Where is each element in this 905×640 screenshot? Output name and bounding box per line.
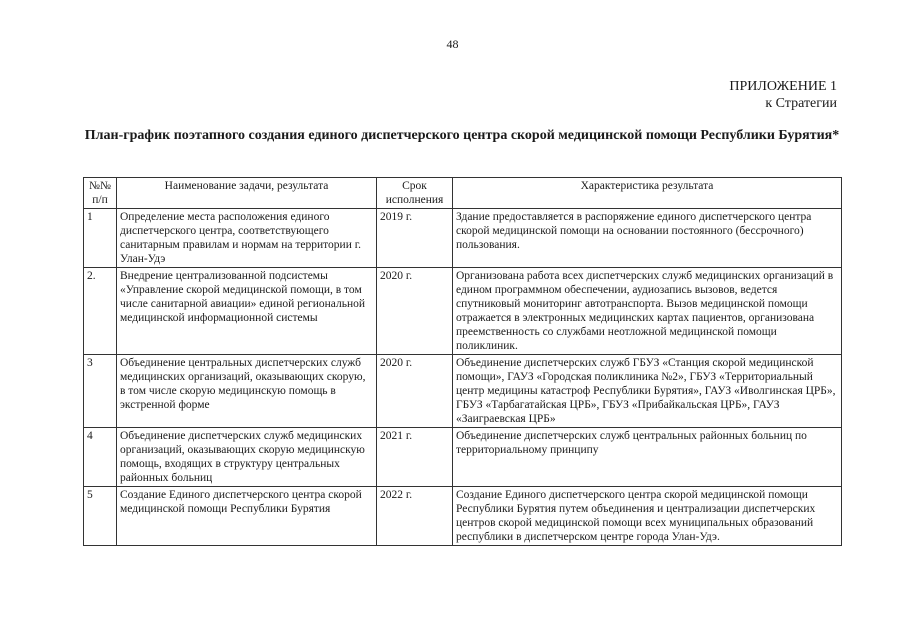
cell-task: Внедрение централизованной подсистемы «Управление скорой медицинской помощи, в том числе санитарной авиации» единой региональной медицинской информационной системы [117, 268, 377, 355]
cell-result: Здание предоставляется в распоряжение единого диспетчерского центра скорой медицинской помощи на основании постоянного (бессрочного) пользования. [453, 209, 842, 268]
cell-result: Объединение диспетчерских служб центральных районных больниц по территориальному принципу [453, 428, 842, 487]
cell-num: 3 [84, 355, 117, 428]
cell-result: Объединение диспетчерских служб ГБУЗ «Станция скорой медицинской помощи», ГАУЗ «Городская поликлиника №2», ГБУЗ «Территориальный центр медицины катастроф Республики Бурятия», ГАУЗ «Иволгинская ЦРБ», ГБУЗ «Тарбагатайская ЦРБ», ГБУЗ «Прибайкальская ЦРБ», ГАУЗ «Заиграевская ЦРБ» [453, 355, 842, 428]
cell-task: Объединение диспетчерских служб медицинских организаций, оказывающих скорую медицинскую помощь, входящих в структуру центральных районных больниц [117, 428, 377, 487]
table-row [84, 487, 842, 546]
cell-term: 2020 г. [377, 268, 453, 355]
cell-task: Объединение центральных диспетчерских служб медицинских организаций, оказывающих скорую, в том числе скорую медицинскую помощь в экстренной форме [117, 355, 377, 428]
cell-result: Организована работа всех диспетчерских служб медицинских организаций в едином программном обеспечении, аудиозапись вызовов, ведется спутниковый мониторинг автотранспорта. Вызов медицинской помощи отражается в электронных медицинских картах пациентов, организована преемственность со службами неотложной медицинской помощи поликлиник. [453, 268, 842, 355]
plan-table [83, 177, 842, 546]
appendix-heading [729, 78, 837, 112]
table-row [84, 428, 842, 487]
header-num: №№ п/п [84, 178, 117, 209]
cell-num: 1 [84, 209, 117, 268]
cell-term: 2021 г. [377, 428, 453, 487]
cell-num: 5 [84, 487, 117, 546]
header-term: Срок исполнения [377, 178, 453, 209]
appendix-label: ПРИЛОЖЕНИЕ 1 [729, 79, 837, 94]
cell-term: 2020 г. [377, 355, 453, 428]
cell-task: Определение места расположения единого диспетчерского центра, соответствующего санитарным правилам и нормам на территории г. Улан-Удэ [117, 209, 377, 268]
cell-term: 2022 г. [377, 487, 453, 546]
document-title: План-график поэтапного создания единого диспетчерского центра скорой медицинской помощи Республики Бурятия* [84, 128, 840, 143]
table-header-row [84, 178, 842, 209]
cell-num: 4 [84, 428, 117, 487]
table-row [84, 268, 842, 355]
cell-result: Создание Единого диспетчерского центра скорой медицинской помощи Республики Бурятия путем объединения и централизации диспетчерских центров скорой медицинской помощи всех муниципальных образований республики в диспетчерском центре города Улан-Удэ. [453, 487, 842, 546]
header-result: Характеристика результата [453, 178, 842, 209]
cell-term: 2019 г. [377, 209, 453, 268]
table-row [84, 209, 842, 268]
page-number: 48 [446, 37, 459, 51]
appendix-reference: к Стратегии [765, 96, 837, 111]
cell-task: Создание Единого диспетчерского центра скорой медицинской помощи Республики Бурятия [117, 487, 377, 546]
table-row [84, 355, 842, 428]
header-task: Наименование задачи, результата [117, 178, 377, 209]
cell-num: 2. [84, 268, 117, 355]
